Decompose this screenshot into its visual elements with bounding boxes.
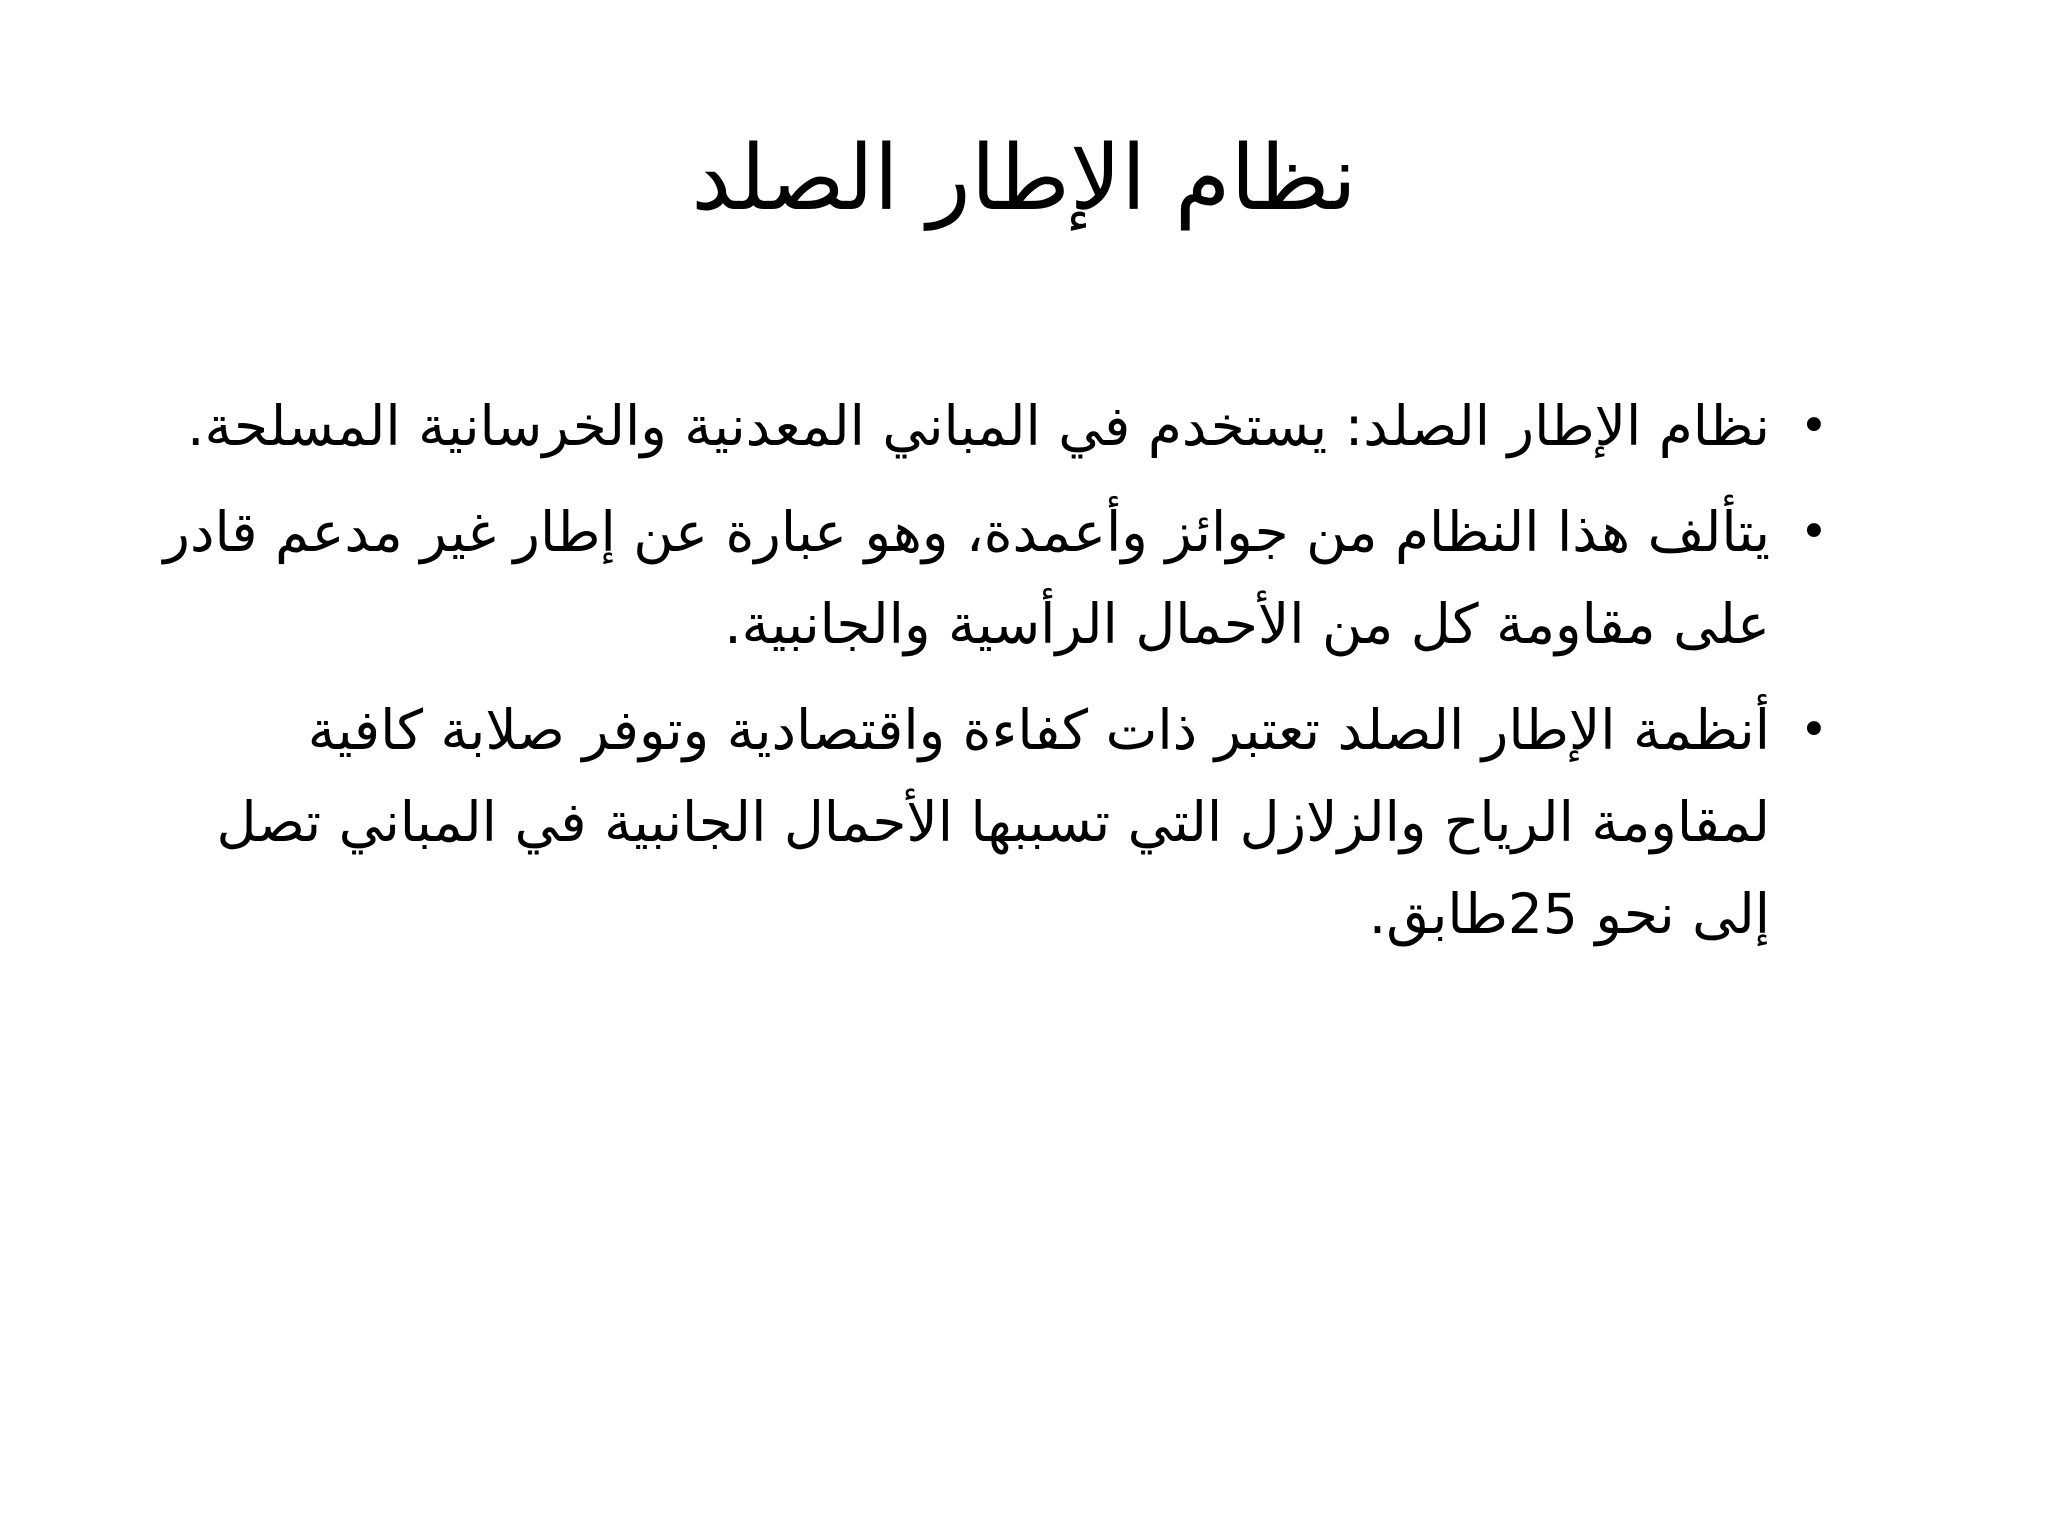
slide-title: نظام الإطار الصلد	[691, 126, 1357, 231]
bullet-text: أنظمة الإطار الصلد تعتبر ذات كفاءة واقتصادية وتوفر صلابة كافية لمقاومة الرياح والزلازل التي تسببها الأحمال الجانبية في المباني تصل إلى نحو 25طابق.	[216, 698, 1770, 946]
bullet-dot-icon: •	[1799, 504, 1828, 560]
bullet-list	[150, 380, 1830, 974]
bullet-text: يتألف هذا النظام من جوائز وأعمدة، وهو عبارة عن إطار غير مدعم قادر على مقاومة كل من الأحمال الرأسية والجانبية.	[163, 500, 1770, 656]
bullet-item	[150, 380, 1830, 472]
bullet-dot-icon: •	[1799, 398, 1828, 454]
bullet-item	[150, 684, 1830, 960]
bullet-item	[150, 486, 1830, 670]
bullet-text: نظام الإطار الصلد: يستخدم في المباني المعدنية والخرسانية المسلحة.	[187, 394, 1770, 458]
bullet-dot-icon: •	[1799, 702, 1828, 758]
